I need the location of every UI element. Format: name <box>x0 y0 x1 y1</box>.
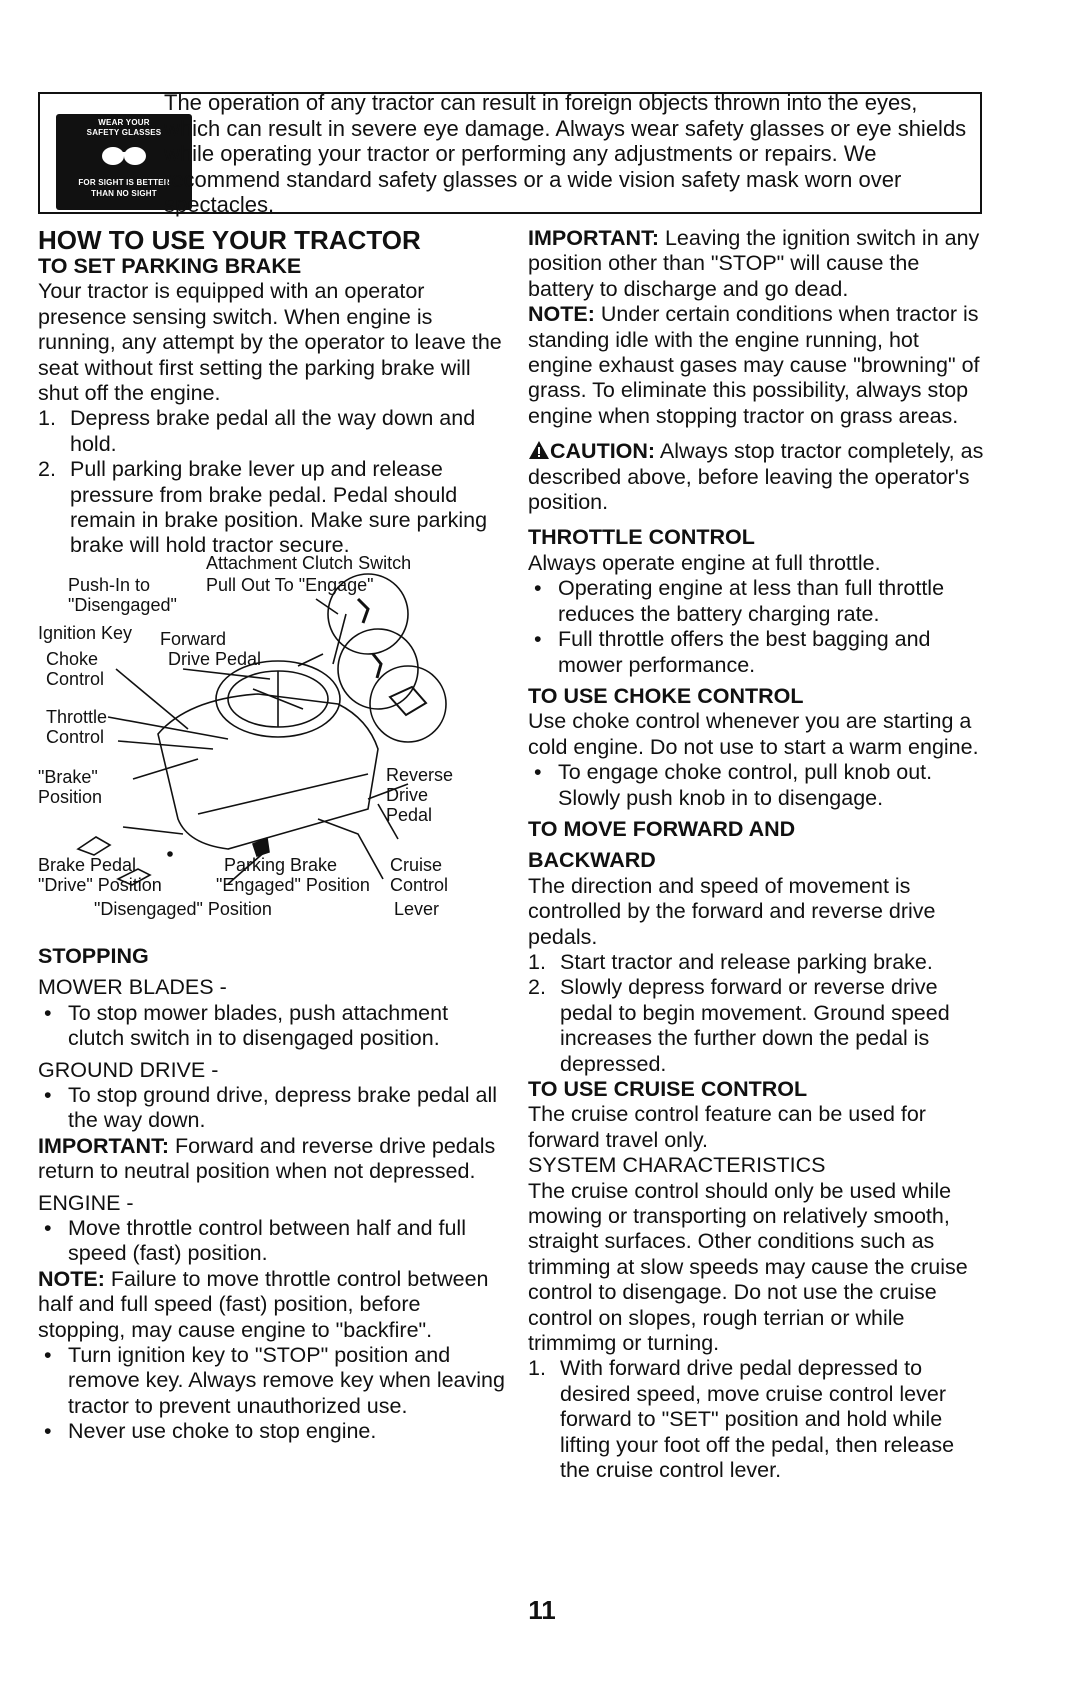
bullet-text: Move throttle control between half and full speed (fast) position. <box>68 1215 466 1266</box>
label-cruise: Cruise <box>390 854 443 875</box>
stopping-heading: STOPPING <box>38 943 149 968</box>
bullet-text: To stop mower blades, push attachment clutch switch in to disengaged position. <box>68 1000 449 1051</box>
move-body: The direction and speed of movement is controlled by the forward and reverse drive pedals. <box>528 873 936 949</box>
choke-bullet: • To engage choke control, pull knob out. Slowly push knob in to disengage. <box>528 760 988 811</box>
label-choke-control: Control <box>46 668 105 689</box>
engine-note <box>38 1267 508 1343</box>
choke-bullet: • Never use choke to stop engine. <box>44 1419 377 1444</box>
label-parking-brake: Parking Brake <box>224 854 338 875</box>
note-text: Failure to move throttle control between half and full speed (fast) position, before stopping, may cause engine to "backfire". <box>38 1266 489 1342</box>
cruise-body: The cruise control feature can be used for forward travel only. <box>528 1102 926 1152</box>
move-heading-2: BACKWARD <box>528 848 656 873</box>
step-text: Slowly depress forward or reverse drive pedal to begin movement. Ground speed increases the further down the pedal is depressed. <box>560 975 950 1076</box>
label-ignition-key: Ignition Key <box>38 622 133 643</box>
important-text: Forward and reverse drive pedals return to neutral position when not depressed. <box>38 1133 496 1184</box>
step-text: With forward drive pedal depressed to desired speed, move cruise control lever forward to "SET" position and hold while lifting your foot off the pedal, then release the cruise control lever. <box>560 1356 955 1483</box>
label-drive-position: "Drive" Position <box>38 874 162 895</box>
label-attachment-clutch-switch: Attachment Clutch Switch <box>206 552 412 573</box>
parking-brake-heading: TO SET PARKING BRAKE <box>38 254 302 278</box>
step-number: 1. <box>38 406 56 431</box>
step-number: 2. <box>38 457 56 482</box>
bullet-text: Never use choke to stop engine. <box>68 1419 377 1444</box>
icon-line-3: FOR SIGHT IS BETTER <box>78 178 170 187</box>
note-label: NOTE: <box>528 302 595 327</box>
step-text: Depress brake pedal all the way down and hold. <box>70 406 476 456</box>
label-drive-pedal: Drive Pedal <box>168 648 262 669</box>
label-brake: "Brake" <box>38 766 98 787</box>
icon-line-2: SAFETY GLASSES <box>86 128 162 137</box>
icon-line-4: THAN NO SIGHT <box>91 189 157 198</box>
system-characteristics-body: The cruise control should only be used while mowing or transporting on relatively smooth, straight surfaces. Other conditions such as trimming at slow speeds may cause the cruise control to disengage. Do not use the cruise control on slopes, rough terrian or while trimmimg or turning. <box>528 1178 968 1356</box>
important-paragraph <box>528 226 988 302</box>
caution-label: CAUTION: <box>550 439 656 464</box>
parking-step-2 <box>38 457 508 559</box>
step-text: Start tractor and release parking brake. <box>560 949 933 974</box>
ignition-bullet: • Turn ignition key to "STOP" position and remove key. Always remove key when leaving tractor to prevent unauthorized use. <box>38 1343 508 1419</box>
step-text: Pull parking brake lever up and release pressure from brake pedal. Pedal should remain in brake position. Make sure parking brake will hold tractor secure. <box>70 457 488 558</box>
label-pull-out-to-engage: Pull Out To "Engage" <box>206 574 374 595</box>
safety-warning-box <box>38 90 982 217</box>
important-note <box>38 1134 508 1185</box>
parking-brake-body: Your tractor is equipped with an operator presence sensing switch. When engine is running, any attempt by the operator to leave the seat without first setting the parking brake will shut off the engine. <box>38 279 502 406</box>
bullet-text: Operating engine at less than full throttle reduces the battery charging rate. <box>558 576 945 626</box>
ground-drive-subheading: GROUND DRIVE - <box>38 1057 219 1082</box>
bullet-text: Full throttle offers the best bagging and mower performance. <box>558 627 931 677</box>
important-label: IMPORTANT: <box>528 226 659 250</box>
label-engaged-position: "Engaged" Position <box>216 874 370 895</box>
note-label: NOTE: <box>38 1266 105 1291</box>
move-step-2 <box>528 975 988 1077</box>
label-throttle-control: Control <box>46 726 105 747</box>
section-title: HOW TO USE YOUR TRACTOR <box>38 225 421 255</box>
glasses-icon <box>99 138 149 182</box>
engine-bullet: • Move throttle control between half and full speed (fast) position. <box>38 1216 508 1267</box>
throttle-bullet-1: • Operating engine at less than full throttle reduces the battery charging rate. <box>528 576 988 627</box>
label-brake-pedal: Brake Pedal <box>38 854 137 875</box>
bullet-text: To stop ground drive, depress brake pedal all the way down. <box>68 1082 498 1133</box>
caution-text: Always stop tractor completely, as described above, before leaving the operator's position. <box>528 439 984 515</box>
bullet-text: To engage choke control, pull knob out. Slowly push knob in to disengage. <box>558 760 933 810</box>
safety-warning-text: The operation of any tractor can result in foreign objects thrown into the eyes, which can result in severe eye damage. Always wear safety glasses or eye shields while operating your tractor or performing any adjustments or repairs. We recommend standard safety glasses or a wide vision safety mask worn over spectacles. <box>164 90 967 217</box>
choke-body: Use choke control whenever you are starting a cold engine. Do not use to start a warm engine. <box>528 709 979 759</box>
mower-blades-bullet: • To stop mower blades, push attachment clutch switch in to disengaged position. <box>38 1001 508 1052</box>
step-number: 2. <box>528 975 546 1000</box>
label-disengaged-position: "Disengaged" Position <box>94 898 272 919</box>
bullet-text: Turn ignition key to "STOP" position and remove key. Always remove key when leaving tractor to prevent unauthorized use. <box>68 1342 505 1418</box>
important-text: Leaving the ignition switch in any position other than "STOP" will cause the battery to discharge and go dead. <box>528 226 980 301</box>
note-paragraph <box>528 302 988 429</box>
label-forward: Forward <box>160 628 227 649</box>
move-step-1 <box>528 950 988 975</box>
label-brake-position: Position <box>38 786 103 807</box>
step-number: 1. <box>528 1356 546 1381</box>
page-number: 11 <box>528 1595 556 1625</box>
right-column <box>528 226 988 1484</box>
important-label: IMPORTANT: <box>38 1133 169 1158</box>
label-throttle: Throttle <box>46 706 108 727</box>
throttle-bullet-2: • Full throttle offers the best bagging and mower performance. <box>528 627 988 678</box>
cruise-heading: TO USE CRUISE CONTROL <box>528 1077 808 1101</box>
icon-line-1: WEAR YOUR <box>98 118 150 127</box>
throttle-heading: THROTTLE CONTROL <box>528 525 755 550</box>
label-push-in-to: Push-In to <box>68 574 151 595</box>
cruise-step-1 <box>528 1356 988 1483</box>
parking-step-1 <box>38 406 508 457</box>
label-cruise-lever: Lever <box>394 898 440 919</box>
caution-paragraph <box>528 439 988 515</box>
label-disengaged: "Disengaged" <box>68 594 177 615</box>
tractor-controls-figure <box>38 552 508 944</box>
label-reverse: Reverse <box>386 764 454 785</box>
label-reverse-pedal: Pedal <box>386 804 433 825</box>
system-characteristics-heading: SYSTEM CHARACTERISTICS <box>528 1153 826 1178</box>
note-text: Under certain conditions when tractor is standing idle with the engine running, hot engine exhaust gases may cause "browning" of grass. To eliminate this possibility, always stop engine when stopping tractor on grass areas. <box>528 302 980 428</box>
label-choke: Choke <box>46 648 99 669</box>
warning-triangle-icon <box>528 440 550 460</box>
move-heading-1: TO MOVE FORWARD AND <box>528 816 796 841</box>
engine-subheading: ENGINE - <box>38 1190 134 1215</box>
label-cruise-control: Control <box>390 874 449 895</box>
choke-heading: TO USE CHOKE CONTROL <box>528 683 804 708</box>
ground-drive-bullet: • To stop ground drive, depress brake pedal all the way down. <box>38 1083 508 1134</box>
step-number: 1. <box>528 949 546 974</box>
left-column <box>38 226 508 1445</box>
throttle-body: Always operate engine at full throttle. <box>528 550 881 575</box>
label-reverse-drive: Drive <box>386 784 429 805</box>
mower-blades-subheading: MOWER BLADES - <box>38 975 227 1000</box>
